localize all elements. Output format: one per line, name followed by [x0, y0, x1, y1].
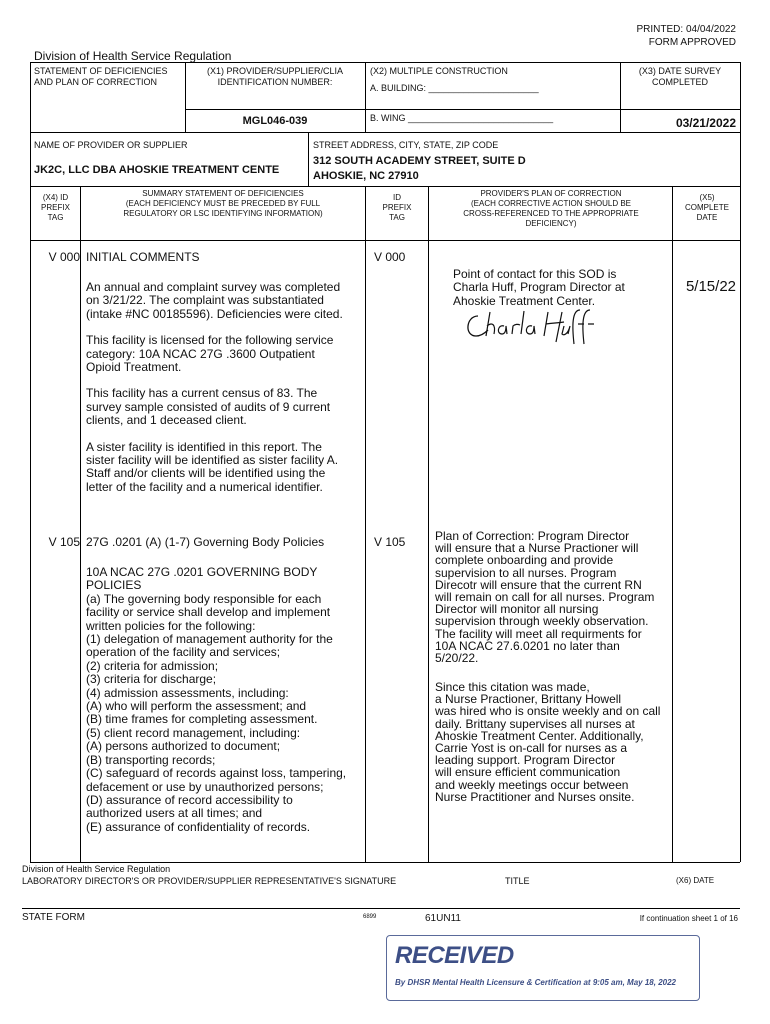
title-label: TITLE [505, 876, 530, 886]
provider-name-label: NAME OF PROVIDER OR SUPPLIER [34, 140, 188, 150]
date-label: (X6) DATE [676, 876, 715, 885]
stamp-subtitle: By DHSR Mental Health Licensure & Certification at 9:05 am, May 18, 2022 [395, 978, 676, 987]
col-id-header: ID PREFIX TAG [382, 193, 412, 222]
survey-date: 03/21/2022 [675, 116, 736, 130]
col-summary-header: SUMMARY STATEMENT OF DEFICIENCIES (EACH DEFICIENCY MUST BE PRECEDED BY FULL REGULATORY OR LSC IDENTIFYING INFORMATION) [123, 189, 323, 218]
statement-label: STATEMENT OF DEFICIENCIES AND PLAN OF CORRECTION [34, 66, 168, 87]
address-label: STREET ADDRESS, CITY, STATE, ZIP CODE [313, 140, 499, 150]
x2-label: (X2) MULTIPLE CONSTRUCTION [370, 66, 508, 76]
wing-label: B. WING _____________________________ [370, 113, 554, 123]
event-id: 61UN11 [425, 913, 461, 924]
continuation-sheet: If continuation sheet 1 of 16 [639, 914, 738, 923]
form-number: 6899 [363, 914, 377, 920]
address-line2: AHOSKIE, NC 27910 [313, 170, 419, 182]
x3-label: (X3) DATE SURVEY COMPLETED [638, 66, 722, 87]
col-x5-header: (X5) COMPLETE DATE [684, 193, 729, 222]
v000-complete-date: 5/15/22 [685, 278, 736, 295]
printed-date: PRINTED: 04/04/2022 [636, 24, 736, 35]
state-form-label: STATE FORM [22, 912, 85, 923]
v105-plan-2: Since this citation was made, a Nurse Practioner, Brittany Howell was hired who is onsite weekly and on call daily. Brittany supervises all nurses at Ahoskie Treatment Center. Additionally, Carrie Yost is on-call for nurses as a leading support. Program Director will ensure efficient communication and weekly meetings occur between Nurse Practitioner and Nurses onsite. [435, 680, 661, 804]
v000-title: INITIAL COMMENTS [86, 250, 200, 264]
col-x4-header: (X4) ID PREFIX TAG [41, 193, 70, 222]
received-stamp [386, 935, 700, 1001]
agency-name: Division of Health Service Regulation [34, 49, 232, 63]
signature-label: LABORATORY DIRECTOR'S OR PROVIDER/SUPPLIER REPRESENTATIVE'S SIGNATURE [22, 876, 397, 886]
col-plan-header: PROVIDER'S PLAN OF CORRECTION (EACH CORRECTIVE ACTION SHOULD BE CROSS-REFERENCED TO THE APPROPRIATE DEFICIENCY) [463, 189, 639, 228]
address-line1: 312 SOUTH ACADEMY STREET, SUITE D [313, 155, 526, 167]
v000-paragraph: An annual and complaint survey was completed on 3/21/22. The complaint was substantiated (intake #NC 00185596). Deficiencies were cited. [86, 280, 343, 321]
v000-id-prefix: V 000 [374, 250, 406, 264]
provider-name: JK2C, LLC DBA AHOSKIE TREATMENT CENTE [34, 164, 280, 176]
v000-paragraph: A sister facility is identified in this report. The sister facility will be identified as sister facility A. Staff and/or clients will be identified using the letter of the facility and a numerical identifier. [86, 439, 339, 494]
footer-agency: Division of Health Service Regulation [22, 864, 171, 874]
v000-prefix: V 000 [48, 250, 80, 264]
v105-prefix: V 105 [48, 535, 80, 549]
handwritten-signature-icon [460, 306, 600, 346]
form-approved: FORM APPROVED [648, 37, 736, 48]
v000-body [86, 281, 364, 507]
v105-title: 27G .0201 (A) (1-7) Governing Body Policies [86, 535, 325, 549]
v105-id-prefix: V 105 [374, 535, 406, 549]
v105-plan-1: Plan of Correction: Program Director will ensure that a Nurse Practioner will complete onboarding and provide supervision to all nurses. Program Direcotr will ensure that the current RN will remain on call for all nurses. Program Director will monitor all nursing supervision through weekly observation. The facility will meet all requirments for 10A NCAC 27.6.0201 no later than 5/20/22. [435, 529, 655, 666]
signature [460, 306, 600, 346]
v105-body: 10A NCAC 27G .0201 GOVERNING BODY POLICIES (a) The governing body responsible for each facility or service shall develop and implement written policies for the following: (1) delegation of management authority for the operation of the facility and services; (2) criteria for admission; (3) criteria for discharge; (4) admission assessments, including: (A) who will perform the assessment; and (B) time frames for completing assessment. (5) client record management, including: (A) persons authorized to document; (B) transporting records; (C) safeguard of records against loss, tampering, defacement or use by unauthorized persons; (D) assurance of record accessibility to authorized users at all times; and (E) assurance of confidentiality of records. [86, 565, 347, 834]
building-label: A. BUILDING: ______________________ [370, 83, 539, 93]
v000-plan: Point of contact for this SOD is Charla Huff, Program Director at Ahoskie Treatment Center. [453, 267, 625, 308]
provider-id: MGL046-039 [242, 115, 308, 127]
v000-paragraph: This facility is licensed for the following service category: 10A NCAC 27G .3600 Outpatient Opioid Treatment. [86, 333, 334, 375]
x1-label: (X1) PROVIDER/SUPPLIER/CLIA IDENTIFICATION NUMBER: [206, 66, 344, 87]
v000-paragraph: This facility has a current census of 83. The survey sample consisted of audits of 9 current clients, and 1 deceased client. [86, 386, 331, 428]
stamp-title: RECEIVED [395, 942, 514, 969]
